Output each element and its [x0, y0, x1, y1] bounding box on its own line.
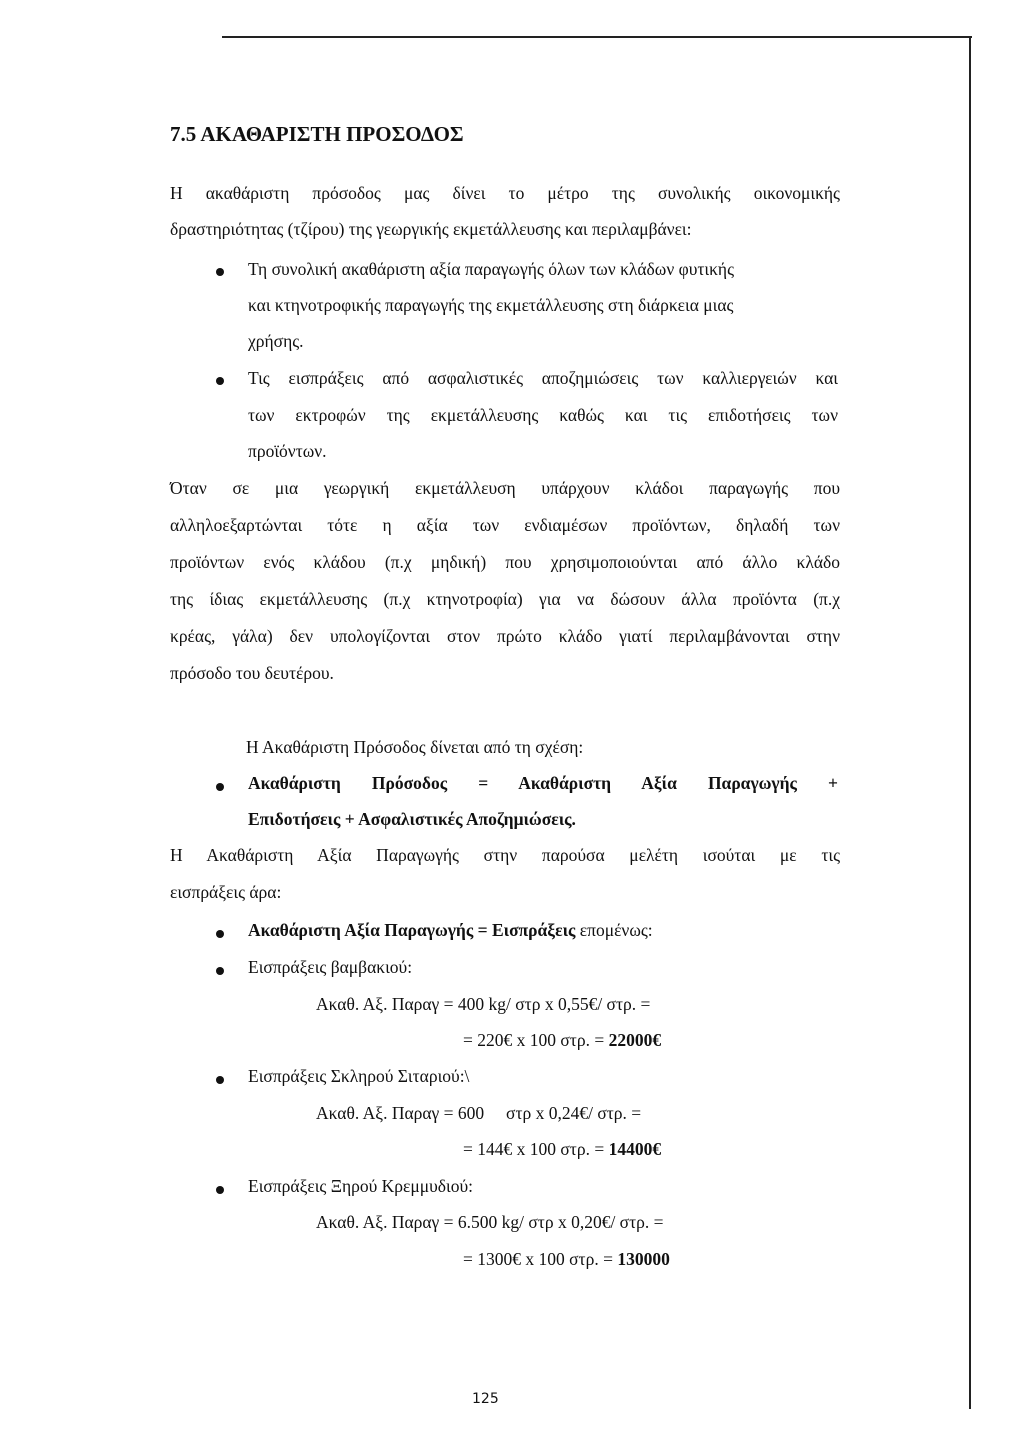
crop-calc-line2 — [463, 1138, 661, 1160]
paragraph-line: Όταν σε μια γεωργική εκμετάλλευση υπάρχουν κλάδοι παραγωγής που — [170, 478, 840, 498]
formula-line: Ακαθάριστη Πρόσοδος = Ακαθάριστη Αξία Παραγωγής + — [248, 773, 838, 793]
bullet-text: χρήσης. — [248, 331, 304, 351]
bullet-dot — [216, 930, 224, 938]
bullet-text: των εκτροφών της εκμετάλλευσης καθώς και τις επιδοτήσεις των — [248, 405, 838, 425]
crop-label: Εισπράξεις Σκληρού Σιταριού:\ — [248, 1066, 470, 1086]
intro-line: δραστηριότητας (τζίρου) της γεωργικής εκμετάλλευσης και περιλαμβάνει: — [170, 219, 692, 239]
crop-calc-prefix: = 220€ x 100 στρ. = — [463, 1030, 609, 1050]
crop-calc-prefix: = 1300€ x 100 στρ. = — [463, 1249, 618, 1269]
crop-calc-line1: Ακαθ. Αξ. Παραγ = 400 kg/ στρ x 0,55€/ στρ. = — [316, 994, 651, 1014]
paragraph-line: της ίδιας εκμετάλλευσης (π.χ κτηνοτροφία) για να δώσουν άλλα προϊόντα (π.χ — [170, 589, 840, 609]
crop-total: 14400€ — [608, 1139, 662, 1159]
production-equals-receipts-bold: Ακαθάριστη Αξία Παραγωγής = Εισπράξεις — [248, 920, 576, 940]
crop-label: Εισπράξεις βαμβακιού: — [248, 957, 413, 977]
bullet-dot — [216, 1076, 224, 1084]
paragraph-line: εισπράξεις άρα: — [170, 882, 282, 902]
bullet-dot — [216, 268, 224, 276]
bullet-dot — [216, 967, 224, 975]
relation-intro: Η Ακαθάριστη Πρόσοδος δίνεται από τη σχέση: — [246, 737, 584, 757]
intro-line: Η ακαθάριστη πρόσοδος μας δίνει το μέτρο της συνολικής οικονομικής — [170, 183, 840, 203]
paragraph-line: Η Ακαθάριστη Αξία Παραγωγής στην παρούσα μελέτη ισούται με τις — [170, 845, 840, 865]
crop-label: Εισπράξεις Ξηρού Κρεμμυδιού: — [248, 1176, 474, 1196]
crop-total: 22000€ — [608, 1030, 662, 1050]
crop-total: 130000 — [617, 1249, 670, 1269]
page-number: 125 — [472, 1391, 499, 1407]
production-equals-receipts — [248, 919, 653, 941]
bullet-text: Τις εισπράξεις από ασφαλιστικές αποζημιώσεις των καλλιεργειών και — [248, 368, 838, 388]
frame-right-rule — [969, 36, 971, 1409]
crop-calc-prefix: = 144€ x 100 στρ. = — [463, 1139, 609, 1159]
paragraph-line: πρόσοδο του δευτέρου. — [170, 663, 334, 683]
crop-calc-line1: Ακαθ. Αξ. Παραγ = 6.500 kg/ στρ x 0,20€/ στρ. = — [316, 1212, 664, 1232]
bullet-dot — [216, 783, 224, 791]
production-equals-receipts-rest: επομένως: — [575, 920, 653, 940]
formula-line: Επιδοτήσεις + Ασφαλιστικές Αποζημιώσεις. — [248, 809, 576, 829]
crop-calc-line2 — [463, 1029, 661, 1051]
section-title: 7.5 ΑΚΑΘΑΡΙΣΤΗ ΠΡΟΣΟΔΟΣ — [170, 122, 464, 146]
crop-calc-line2 — [463, 1248, 670, 1270]
bullet-text: και κτηνοτροφικής παραγωγής της εκμετάλλευσης στη διάρκεια μιας — [248, 295, 734, 315]
bullet-text: προϊόντων. — [248, 441, 327, 461]
bullet-dot — [216, 1186, 224, 1194]
frame-top-rule — [222, 36, 972, 38]
bullet-text: Τη συνολική ακαθάριστη αξία παραγωγής όλων των κλάδων φυτικής — [248, 259, 735, 279]
bullet-dot — [216, 377, 224, 385]
paragraph-line: προϊόντων ενός κλάδου (π.χ μηδική) που χρησιμοποιούνται από άλλο κλάδο — [170, 552, 840, 572]
paragraph-line: κρέας, γάλα) δεν υπολογίζονται στον πρώτο κλάδο γιατί περιλαμβάνονται στην — [170, 626, 840, 646]
paragraph-line: αλληλοεξαρτώνται τότε η αξία των ενδιαμέσων προϊόντων, δηλαδή των — [170, 515, 840, 535]
crop-calc-line1: Ακαθ. Αξ. Παραγ = 600 στρ x 0,24€/ στρ. = — [316, 1103, 642, 1123]
